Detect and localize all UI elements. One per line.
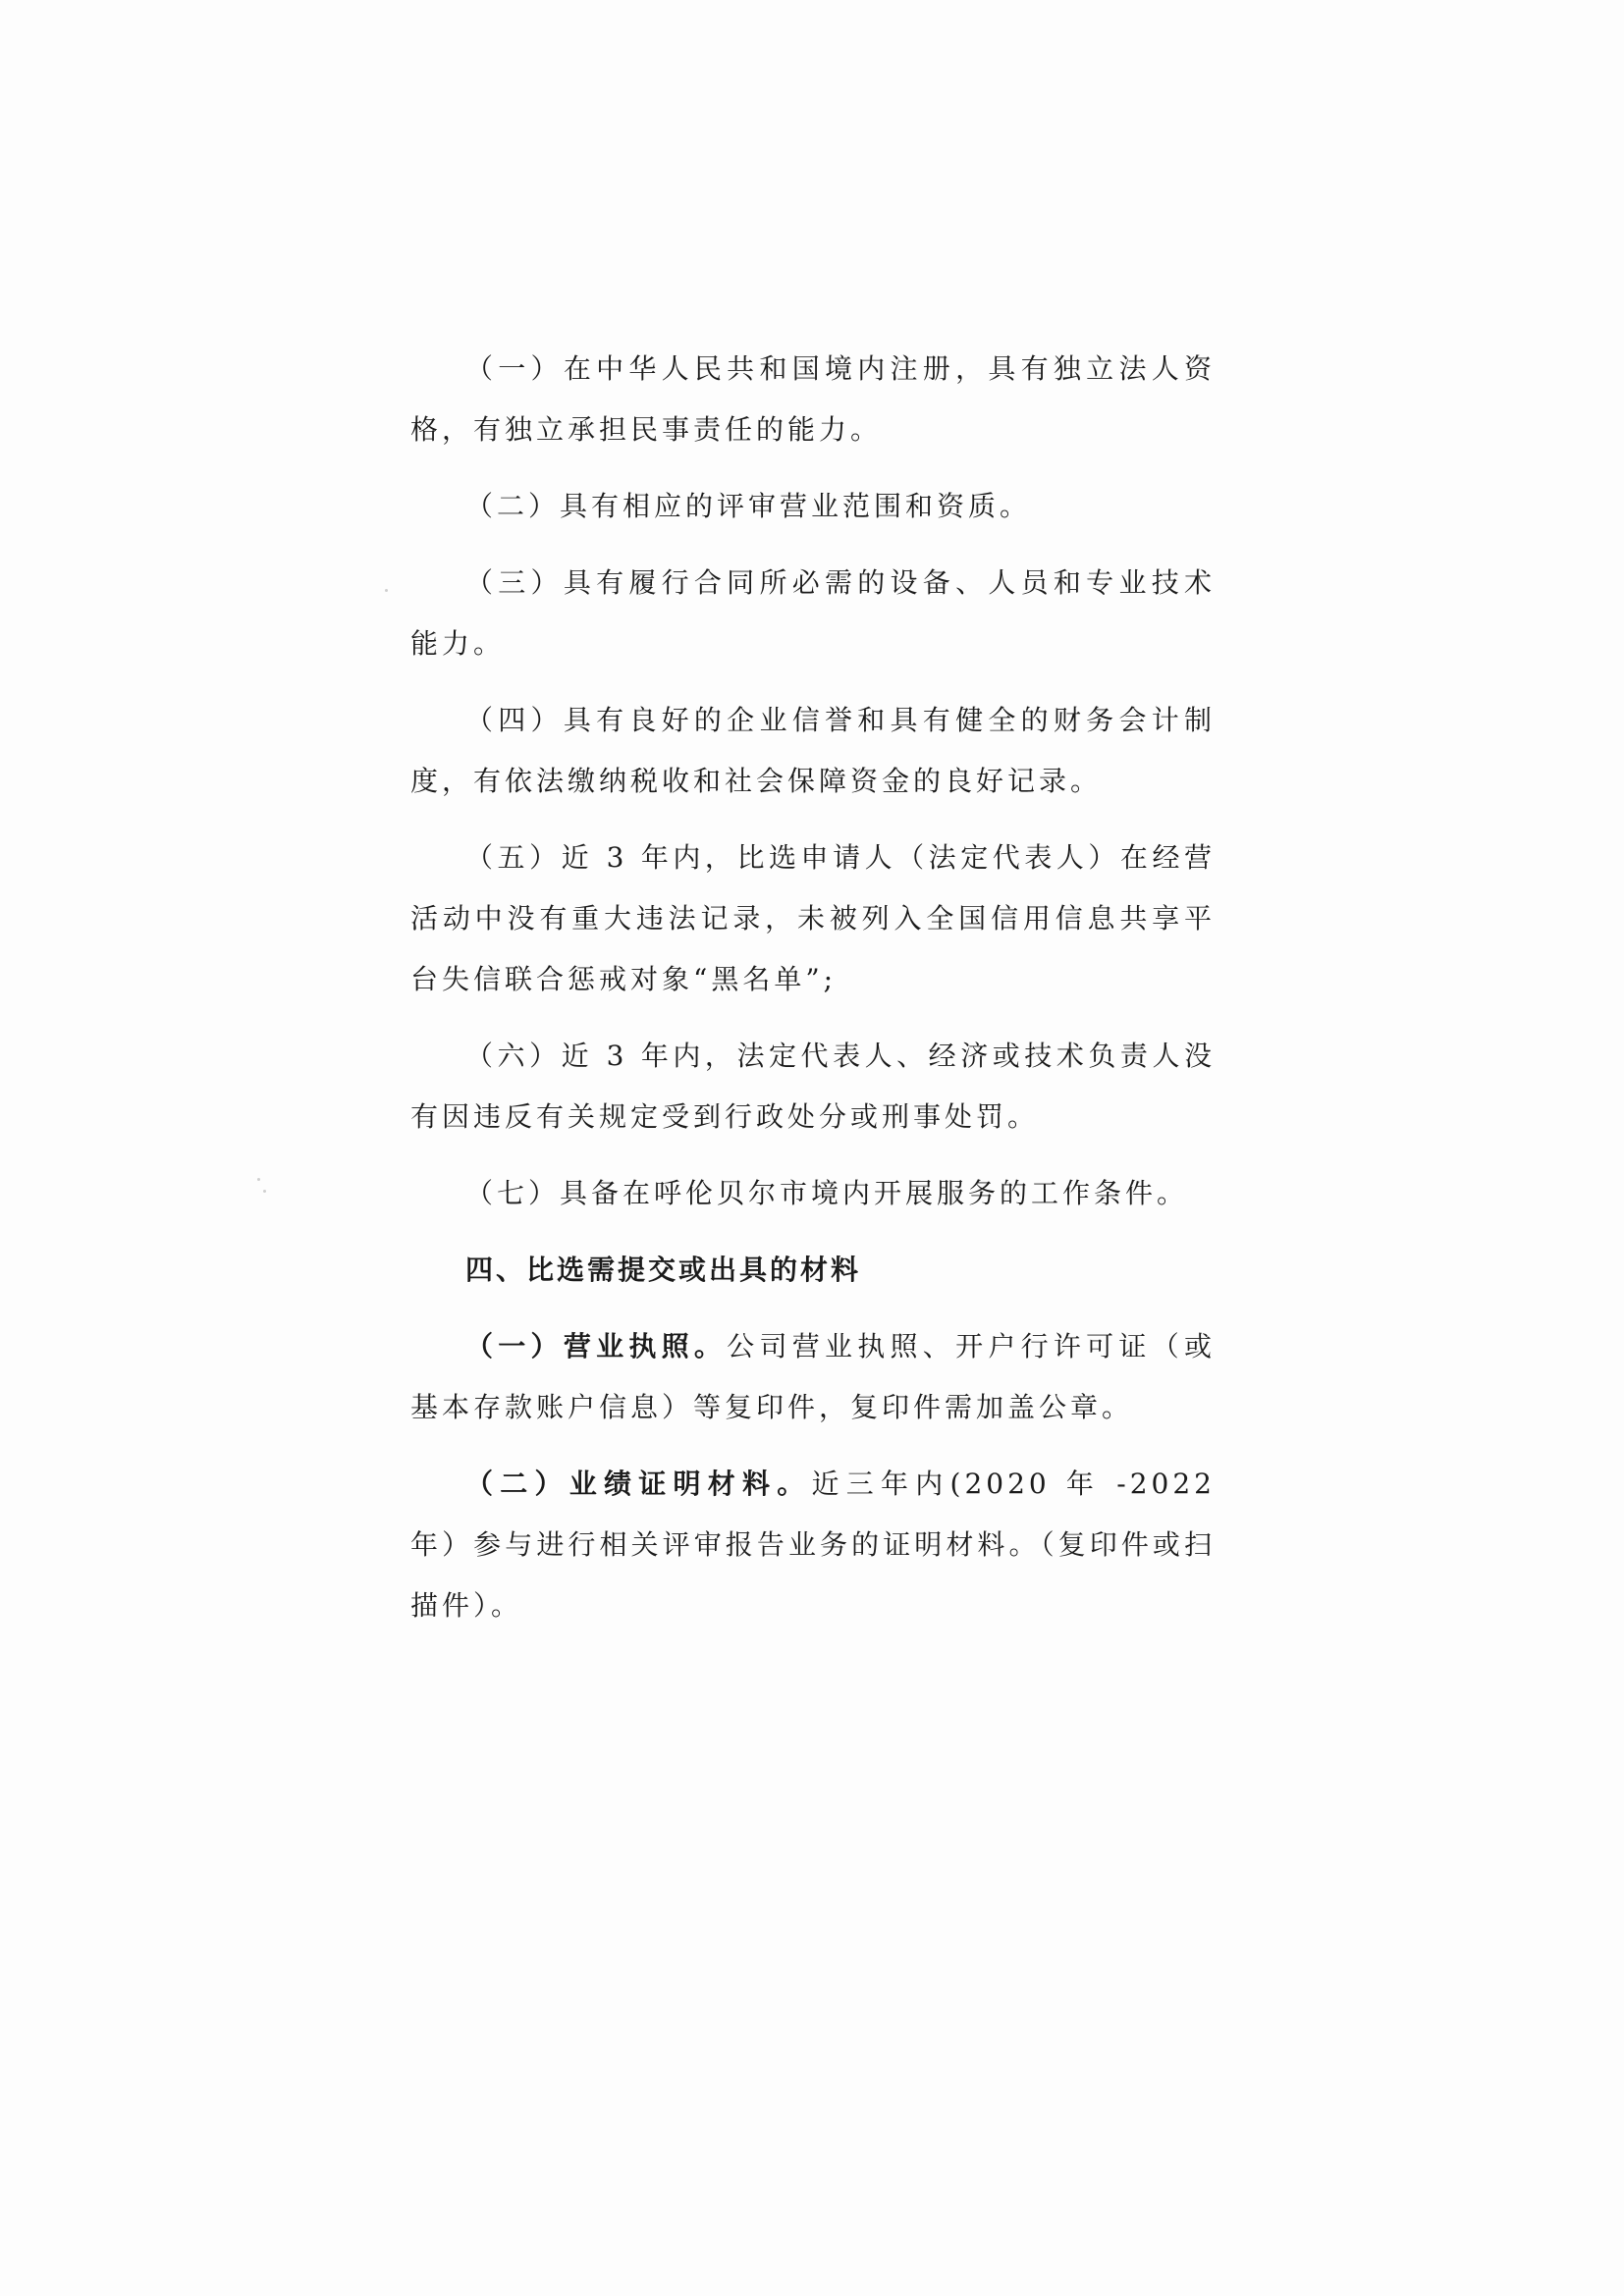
material-item-text: 公司营业执照、开户行许可证（或基本存款账户信息）等复印件，复印件需加盖公章。 <box>410 1330 1216 1423</box>
material-item-lead: （一）营业执照。 <box>465 1330 728 1362</box>
material-item-text: 近三年内(2020 年 -2022 年）参与进行相关评审报告业务的证明材料。（复印件或扫描件）。 <box>410 1468 1216 1622</box>
scan-speck <box>263 1190 266 1193</box>
section-heading: 四、比选需提交或出具的材料 <box>465 1254 862 1286</box>
qualification-item-6: （六）近 3 年内，法定代表人、经济或技术负责人没有因违反有关规定受到行政处分或刑事处罚。 <box>410 1040 1216 1133</box>
qualification-item-7: （七）具备在呼伦贝尔市境内开展服务的工作条件。 <box>465 1177 1189 1209</box>
material-item-lead: （二）业绩证明材料。 <box>465 1468 812 1500</box>
qualification-item-2: （二）具有相应的评审营业范围和资质。 <box>465 490 1032 522</box>
qualification-item-5: （五）近 3 年内，比选申请人（法定代表人）在经营活动中没有重大违法记录，未被列入全国信用信息共享平台失信联合惩戒对象“黑名单”; <box>410 841 1216 995</box>
document-body <box>410 339 1216 1652</box>
scan-speck <box>385 589 388 592</box>
material-item-2 <box>410 1454 1216 1636</box>
material-item-1 <box>410 1316 1216 1438</box>
scan-speck <box>257 1178 260 1181</box>
qualification-item-4: （四）具有良好的企业信誉和具有健全的财务会计制度，有依法缴纳税收和社会保障资金的良好记录。 <box>410 704 1216 797</box>
qualification-item-3: （三）具有履行合同所必需的设备、人员和专业技术能力。 <box>410 566 1216 660</box>
qualification-item-1: （一）在中华人民共和国境内注册，具有独立法人资格，有独立承担民事责任的能力。 <box>410 352 1216 446</box>
